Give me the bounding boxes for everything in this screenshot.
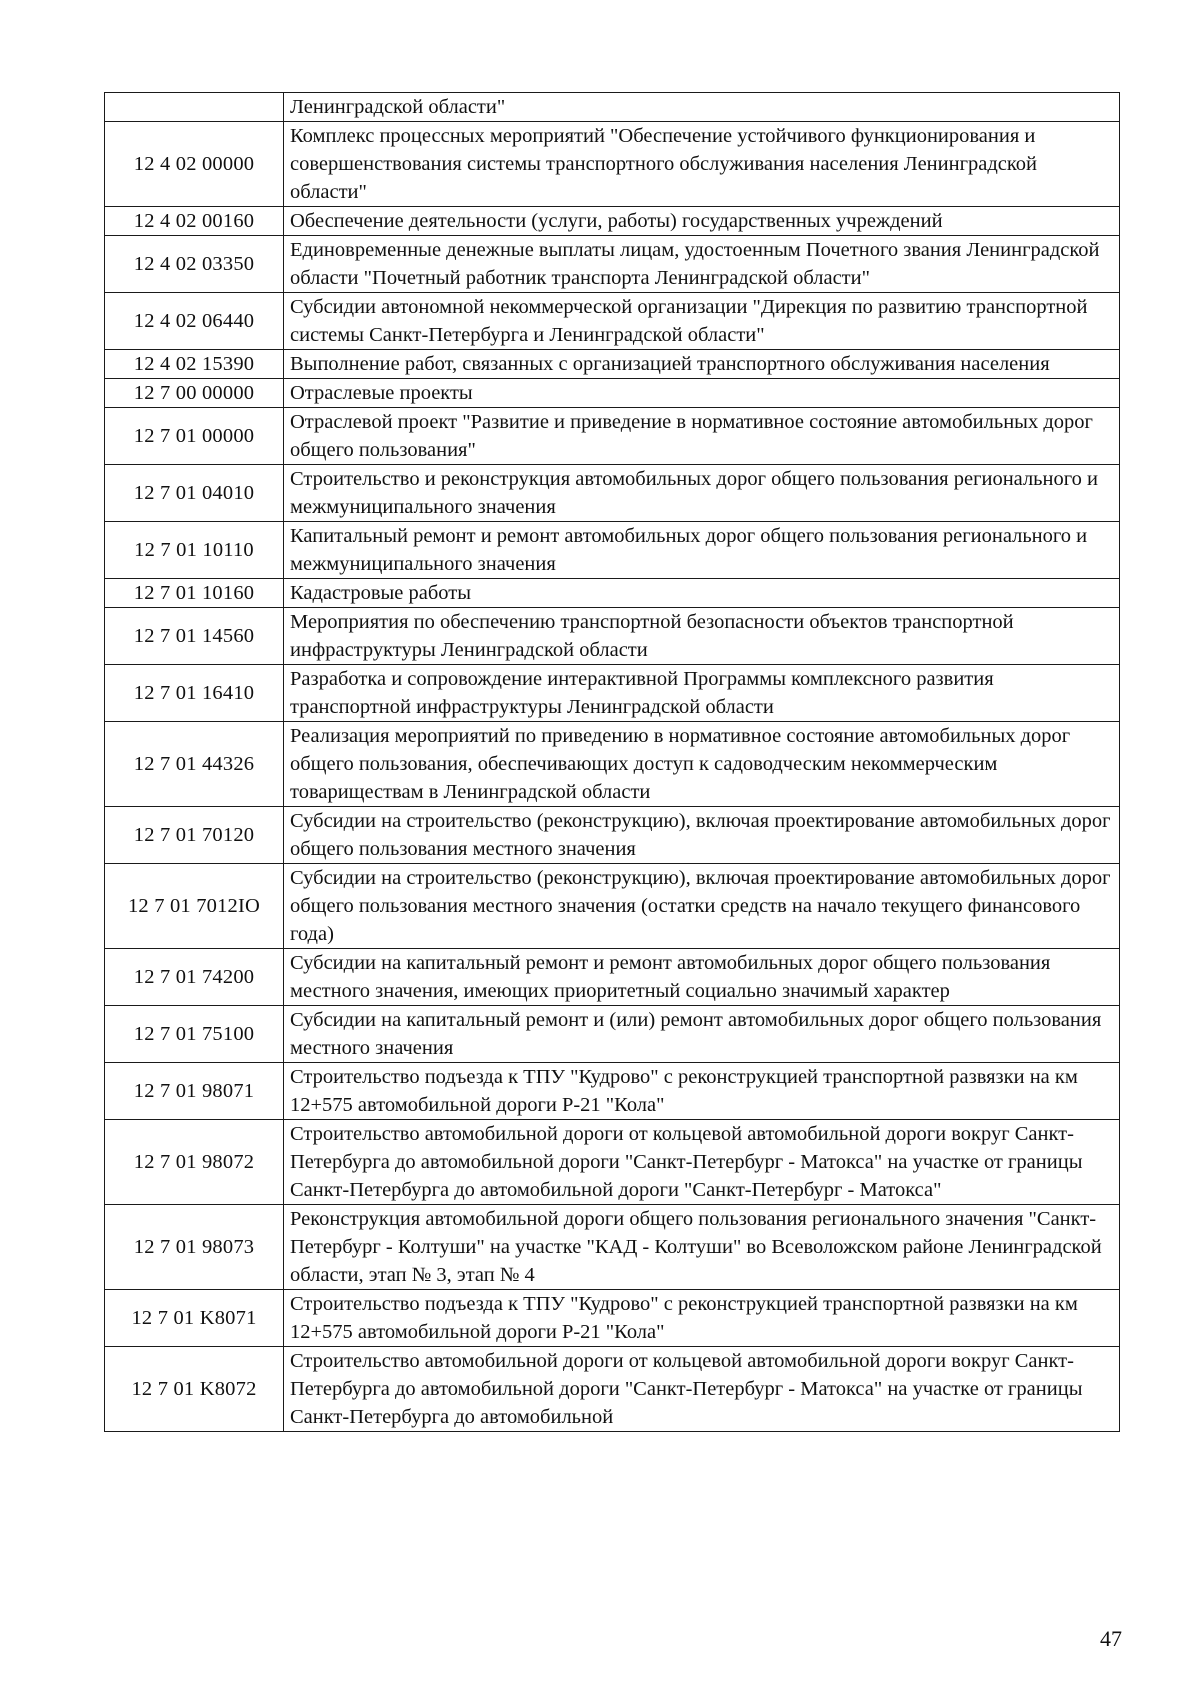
row-name-cell: Отраслевой проект "Развитие и приведение в нормативное состояние автомобильных дорог общего пользования": [284, 408, 1120, 465]
table-row: [105, 93, 1120, 122]
row-code-cell: 12 7 00 00000: [105, 379, 284, 408]
budget-classification-table: [104, 92, 1120, 1432]
row-name-cell: Реализация мероприятий по приведению в нормативное состояние автомобильных дорог общего пользования, обеспечивающих доступ к садоводческим некоммерческим товариществам в Ленинградской области: [284, 722, 1120, 807]
table-row: [105, 1006, 1120, 1063]
row-code-cell: 12 7 01 00000: [105, 408, 284, 465]
table-row: [105, 1290, 1120, 1347]
table-row: [105, 379, 1120, 408]
table-row: [105, 122, 1120, 207]
row-code-cell: 12 7 01 75100: [105, 1006, 284, 1063]
table-body: [105, 93, 1120, 1432]
page-number: 47: [1100, 1626, 1122, 1651]
row-code-cell: 12 7 01 04010: [105, 465, 284, 522]
row-code-cell: 12 7 01 7012IO: [105, 864, 284, 949]
table-row: [105, 579, 1120, 608]
row-code-cell: 12 7 01 10110: [105, 522, 284, 579]
row-code-cell: 12 7 01 98073: [105, 1205, 284, 1290]
row-name-cell: Строительство автомобильной дороги от кольцевой автомобильной дороги вокруг Санкт-Петербурга до автомобильной дороги "Санкт-Петербург - Матокса" на участке от границы Санкт-Петербурга до автомобильной: [284, 1347, 1120, 1432]
table-row: [105, 465, 1120, 522]
row-name-cell: Кадастровые работы: [284, 579, 1120, 608]
row-code-cell: 12 4 02 00000: [105, 122, 284, 207]
table-row: [105, 1120, 1120, 1205]
table-row: [105, 665, 1120, 722]
row-name-cell: Отраслевые проекты: [284, 379, 1120, 408]
row-code-cell: 12 7 01 K8072: [105, 1347, 284, 1432]
table-row: [105, 1347, 1120, 1432]
row-name-cell: Единовременные денежные выплаты лицам, удостоенным Почетного звания Ленинградской области "Почетный работник транспорта Ленинградской области": [284, 236, 1120, 293]
row-code-cell: 12 4 02 06440: [105, 293, 284, 350]
row-name-cell: Реконструкция автомобильной дороги общего пользования регионального значения "Санкт-Петербург - Колтуши" на участке "КАД - Колтуши" во Всеволожском районе Ленинградской области, этап № 3, этап № 4: [284, 1205, 1120, 1290]
row-name-cell: Мероприятия по обеспечению транспортной безопасности объектов транспортной инфраструктуры Ленинградской области: [284, 608, 1120, 665]
row-code-cell: 12 7 01 98072: [105, 1120, 284, 1205]
table-row: [105, 522, 1120, 579]
row-code-cell: 12 7 01 70120: [105, 807, 284, 864]
table-row: [105, 207, 1120, 236]
row-code-cell: 12 4 02 15390: [105, 350, 284, 379]
row-code-cell: 12 7 01 44326: [105, 722, 284, 807]
row-name-cell: Строительство подъезда к ТПУ "Кудрово" с реконструкцией транспортной развязки на км 12+575 автомобильной дороги Р-21 "Кола": [284, 1290, 1120, 1347]
row-name-cell: Комплекс процессных мероприятий "Обеспечение устойчивого функционирования и совершенствования системы транспортного обслуживания населения Ленинградской области": [284, 122, 1120, 207]
table-row: [105, 807, 1120, 864]
row-name-cell: Обеспечение деятельности (услуги, работы) государственных учреждений: [284, 207, 1120, 236]
table-row: [105, 350, 1120, 379]
row-name-cell: Ленинградской области": [284, 93, 1120, 122]
row-name-cell: Субсидии на строительство (реконструкцию), включая проектирование автомобильных дорог общего пользования местного значения (остатки средств на начало текущего финансового года): [284, 864, 1120, 949]
table-row: [105, 864, 1120, 949]
row-code-cell: 12 7 01 16410: [105, 665, 284, 722]
row-code-cell: 12 7 01 K8071: [105, 1290, 284, 1347]
row-code-cell: [105, 93, 284, 122]
row-name-cell: Капитальный ремонт и ремонт автомобильных дорог общего пользования регионального и межмуниципального значения: [284, 522, 1120, 579]
row-name-cell: Строительство автомобильной дороги от кольцевой автомобильной дороги вокруг Санкт-Петербурга до автомобильной дороги "Санкт-Петербург - Матокса" на участке от границы Санкт-Петербурга до автомобильной дороги "Санкт-Петербург - Матокса": [284, 1120, 1120, 1205]
table-row: [105, 408, 1120, 465]
row-code-cell: 12 7 01 10160: [105, 579, 284, 608]
row-name-cell: Выполнение работ, связанных с организацией транспортного обслуживания населения: [284, 350, 1120, 379]
row-code-cell: 12 7 01 74200: [105, 949, 284, 1006]
row-code-cell: 12 4 02 00160: [105, 207, 284, 236]
row-code-cell: 12 7 01 14560: [105, 608, 284, 665]
table-row: [105, 236, 1120, 293]
row-name-cell: Субсидии на строительство (реконструкцию), включая проектирование автомобильных дорог общего пользования местного значения: [284, 807, 1120, 864]
row-code-cell: 12 4 02 03350: [105, 236, 284, 293]
row-name-cell: Субсидии на капитальный ремонт и ремонт автомобильных дорог общего пользования местного значения, имеющих приоритетный социально значимый характер: [284, 949, 1120, 1006]
row-code-cell: 12 7 01 98071: [105, 1063, 284, 1120]
table-row: [105, 608, 1120, 665]
table-row: [105, 722, 1120, 807]
row-name-cell: Субсидии на капитальный ремонт и (или) ремонт автомобильных дорог общего пользования местного значения: [284, 1006, 1120, 1063]
row-name-cell: Разработка и сопровождение интерактивной Программы комплексного развития транспортной инфраструктуры Ленинградской области: [284, 665, 1120, 722]
table-row: [105, 1063, 1120, 1120]
table-row: [105, 293, 1120, 350]
table-row: [105, 949, 1120, 1006]
row-name-cell: Строительство подъезда к ТПУ "Кудрово" с реконструкцией транспортной развязки на км 12+575 автомобильной дороги Р-21 "Кола": [284, 1063, 1120, 1120]
row-name-cell: Субсидии автономной некоммерческой организации "Дирекция по развитию транспортной системы Санкт-Петербурга и Ленинградской области": [284, 293, 1120, 350]
table-row: [105, 1205, 1120, 1290]
row-name-cell: Строительство и реконструкция автомобильных дорог общего пользования регионального и межмуниципального значения: [284, 465, 1120, 522]
